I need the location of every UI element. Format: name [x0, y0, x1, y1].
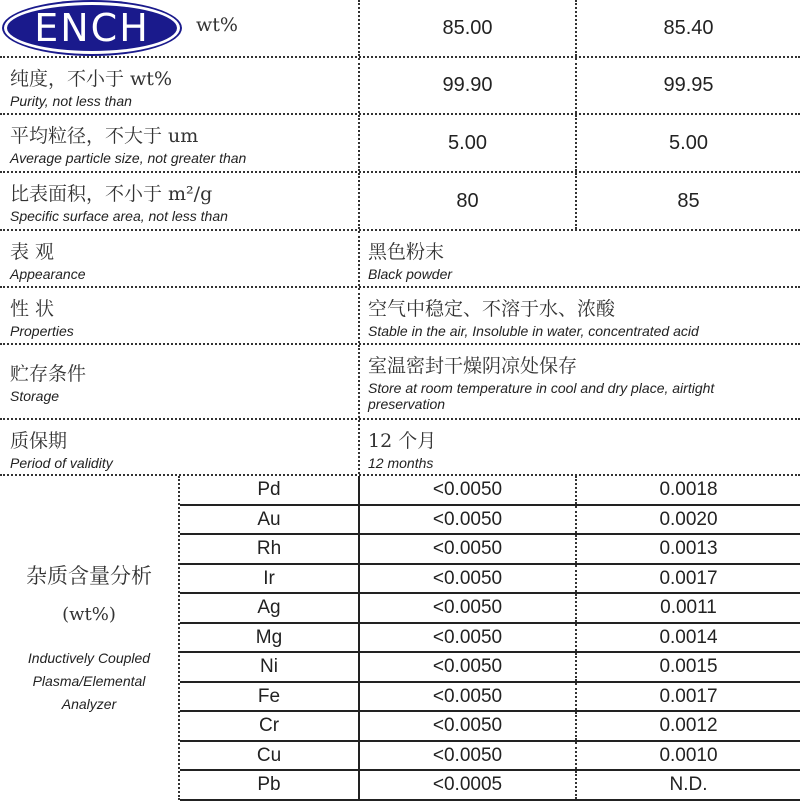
- property-row: [0, 345, 800, 420]
- property-value: [360, 345, 800, 418]
- impurity-section: [0, 476, 800, 800]
- label-en: Specific surface area, not less than: [10, 208, 228, 224]
- spec-limit: <0.0050: [360, 624, 577, 652]
- value-zh: 12 个月: [368, 430, 437, 452]
- value-en: Store at room temperature in cool and dry place, airtight preservation: [368, 380, 715, 412]
- element-name: Ir: [180, 565, 360, 593]
- spec-limit: <0.0050: [360, 712, 577, 740]
- spec-label: [0, 173, 360, 229]
- element-name: Fe: [180, 683, 360, 711]
- label-zh: wt%: [196, 14, 238, 36]
- spec-value-1: 5.00: [360, 115, 577, 171]
- spec-limit: <0.0050: [360, 506, 577, 534]
- label-zh: 质保期: [10, 430, 68, 452]
- spec-limit: <0.0005: [360, 771, 577, 799]
- label-en: Purity, not less than: [10, 93, 132, 109]
- value-en: Black powder: [368, 266, 453, 282]
- spec-limit: <0.0050: [360, 653, 577, 681]
- spec-value-1: 85.00: [360, 0, 577, 56]
- element-name: Cr: [180, 712, 360, 740]
- measured-value: N.D.: [669, 774, 708, 795]
- company-logo: [4, 2, 180, 54]
- spec-limit: <0.0050: [360, 535, 577, 563]
- spec-limit: <0.0050: [360, 594, 577, 622]
- measured-value: 0.0013: [659, 538, 718, 559]
- impurity-label: [0, 476, 180, 800]
- property-label: [0, 288, 360, 343]
- impurity-row: [180, 506, 800, 536]
- property-row: [0, 231, 800, 288]
- spec-limit: <0.0050: [360, 476, 577, 504]
- measured-value: 0.0017: [659, 685, 718, 707]
- property-value: [360, 420, 800, 474]
- label-en: Period of validity: [10, 455, 113, 471]
- property-row: [0, 288, 800, 345]
- impurity-row: [180, 653, 800, 683]
- spec-value-2: 99.95: [663, 74, 714, 96]
- impurity-row: [180, 594, 800, 624]
- impurity-row: [180, 742, 800, 772]
- element-name: Cu: [180, 742, 360, 770]
- spec-row: [0, 115, 800, 173]
- label-zh: 平均粒径，不大于 um: [10, 125, 199, 147]
- property-value: [360, 231, 800, 286]
- measured-value: 0.0018: [659, 479, 718, 500]
- label-en: Average particle size, not greater than: [10, 150, 247, 166]
- value-zh: 空气中稳定、不溶于水、浓酸: [368, 298, 616, 320]
- measured-value: 0.0014: [659, 626, 718, 648]
- property-value: [360, 288, 800, 343]
- value-zh: 室温密封干燥阴凉处保存: [368, 355, 578, 377]
- element-name: Ni: [180, 653, 360, 681]
- element-name: Mg: [180, 624, 360, 652]
- measured-value: 0.0015: [659, 656, 718, 677]
- spec-label: [0, 115, 360, 171]
- measured-value: 0.0017: [659, 567, 718, 589]
- value-en: Stable in the air, Insoluble in water, concentrated acid: [368, 323, 699, 339]
- measured-value: 0.0020: [659, 508, 718, 530]
- label-zh: 比表面积，不小于 m²/g: [10, 183, 213, 205]
- label-zh: 表 观: [10, 241, 55, 263]
- spec-limit: <0.0050: [360, 565, 577, 593]
- label-en: Appearance: [10, 266, 86, 282]
- impurity-row: [180, 683, 800, 713]
- spec-value-2: 5.00: [669, 131, 708, 154]
- spec-value-1: 99.90: [360, 58, 577, 113]
- label-en: Properties: [10, 323, 74, 339]
- impurity-method: Inductively Coupled Plasma/Elemental Analyzer: [27, 650, 151, 712]
- spec-limit: <0.0050: [360, 742, 577, 770]
- impurity-row: [180, 624, 800, 654]
- element-name: Pd: [180, 476, 360, 504]
- spec-value-1: 80: [360, 173, 577, 229]
- label-zh: 性 状: [10, 298, 55, 320]
- element-name: Au: [180, 506, 360, 534]
- impurity-row: [180, 712, 800, 742]
- impurity-unit: (wt%): [62, 604, 116, 625]
- spec-row: [0, 58, 800, 115]
- impurity-row: [180, 535, 800, 565]
- property-label: [0, 420, 360, 474]
- logo-text: ENCH: [34, 6, 150, 50]
- element-name: Pb: [180, 771, 360, 799]
- spec-value-2: 85: [677, 189, 700, 212]
- value-zh: 黑色粉末: [368, 241, 445, 263]
- property-row: [0, 420, 800, 476]
- property-label: [0, 231, 360, 286]
- element-name: Rh: [180, 535, 360, 563]
- impurity-row: [180, 565, 800, 595]
- measured-value: 0.0012: [659, 715, 718, 736]
- label-zh: 纯度，不小于 wt%: [10, 68, 172, 90]
- spec-label: [0, 58, 360, 113]
- property-label: [0, 345, 360, 418]
- label-zh: 贮存条件: [10, 363, 87, 385]
- impurity-row: [180, 476, 800, 506]
- element-name: Ag: [180, 594, 360, 622]
- measured-value: 0.0010: [659, 744, 718, 766]
- spec-value-2: 85.40: [663, 16, 714, 39]
- impurity-row: [180, 771, 800, 801]
- label-en: Storage: [10, 388, 60, 404]
- spec-row: [0, 173, 800, 231]
- measured-value: 0.0011: [660, 597, 717, 618]
- value-en: 12 months: [368, 455, 434, 471]
- spec-limit: <0.0050: [360, 683, 577, 711]
- impurity-title-zh: 杂质含量分析: [26, 564, 152, 588]
